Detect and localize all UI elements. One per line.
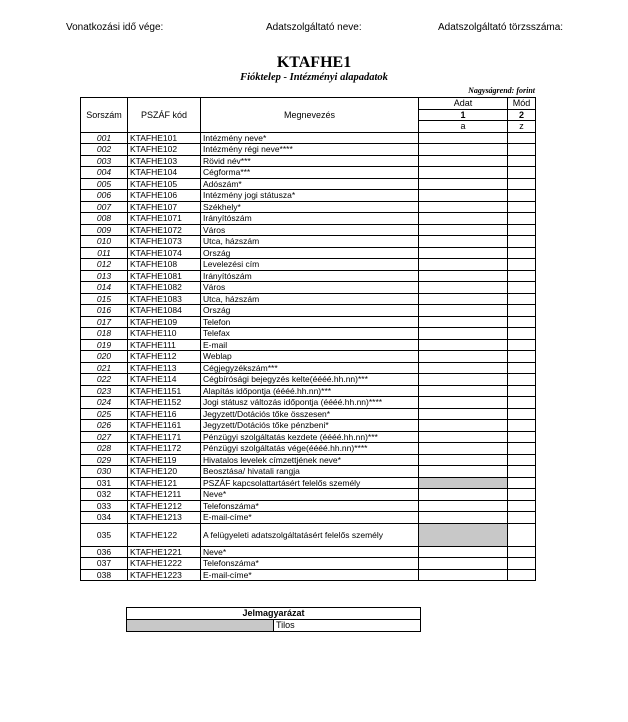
row-mode-cell[interactable]	[508, 512, 536, 524]
row-mode-cell[interactable]	[508, 362, 536, 374]
row-number: 025	[81, 408, 128, 420]
col-header-adat: Adat	[419, 98, 508, 110]
legend-swatch-forbidden	[127, 620, 274, 632]
row-data-cell[interactable]	[419, 339, 508, 351]
data-table	[80, 97, 536, 581]
row-mode-cell[interactable]	[508, 431, 536, 443]
table-row	[81, 489, 536, 501]
row-mode-cell[interactable]	[508, 443, 536, 455]
row-mode-cell[interactable]	[508, 385, 536, 397]
table-row	[81, 305, 536, 317]
row-label: Weblap	[201, 351, 419, 363]
row-data-cell[interactable]	[419, 489, 508, 501]
table-row	[81, 523, 536, 546]
row-number: 008	[81, 213, 128, 225]
row-mode-cell[interactable]	[508, 236, 536, 248]
table-row	[81, 178, 536, 190]
table-row	[81, 558, 536, 570]
row-code: KTAFHE1083	[128, 293, 201, 305]
legend-title: Jelmagyarázat	[127, 608, 421, 620]
unit-note: Nagyságrend: forint	[468, 86, 535, 95]
legend-label-forbidden: Tilos	[274, 620, 421, 632]
row-code: KTAFHE1152	[128, 397, 201, 409]
row-code: KTAFHE1151	[128, 385, 201, 397]
row-mode-cell[interactable]	[508, 420, 536, 432]
row-number: 037	[81, 558, 128, 570]
table-row	[81, 466, 536, 478]
row-mode-cell[interactable]	[508, 224, 536, 236]
row-code: KTAFHE1072	[128, 224, 201, 236]
row-number: 019	[81, 339, 128, 351]
row-data-cell[interactable]	[419, 385, 508, 397]
row-number: 009	[81, 224, 128, 236]
row-label: Neve*	[201, 546, 419, 558]
row-data-cell[interactable]	[419, 454, 508, 466]
row-code: KTAFHE1221	[128, 546, 201, 558]
row-data-cell[interactable]	[419, 374, 508, 386]
row-number: 012	[81, 259, 128, 271]
row-data-cell[interactable]	[419, 213, 508, 225]
row-data-cell[interactable]	[419, 397, 508, 409]
row-code: KTAFHE1084	[128, 305, 201, 317]
row-data-cell[interactable]	[419, 362, 508, 374]
row-mode-cell[interactable]	[508, 408, 536, 420]
row-mode-cell[interactable]	[508, 282, 536, 294]
row-code: KTAFHE106	[128, 190, 201, 202]
row-number: 020	[81, 351, 128, 363]
row-code: KTAFHE1171	[128, 431, 201, 443]
row-data-cell[interactable]	[419, 167, 508, 179]
row-mode-cell[interactable]	[508, 132, 536, 144]
row-number: 016	[81, 305, 128, 317]
row-code: KTAFHE1223	[128, 569, 201, 581]
row-data-cell[interactable]	[419, 132, 508, 144]
row-number: 011	[81, 247, 128, 259]
col-header-sorszam: Sorszám	[81, 98, 128, 133]
table-row	[81, 431, 536, 443]
row-label: Rövid név***	[201, 155, 419, 167]
row-label: Város	[201, 282, 419, 294]
table-row	[81, 293, 536, 305]
row-mode-cell[interactable]	[508, 316, 536, 328]
row-data-cell[interactable]	[419, 316, 508, 328]
row-number: 026	[81, 420, 128, 432]
row-number: 021	[81, 362, 128, 374]
table-row	[81, 477, 536, 489]
row-data-cell[interactable]	[419, 569, 508, 581]
row-code: KTAFHE122	[128, 523, 201, 546]
row-mode-cell[interactable]	[508, 167, 536, 179]
row-data-cell[interactable]	[419, 512, 508, 524]
row-mode-cell[interactable]	[508, 500, 536, 512]
row-code: KTAFHE101	[128, 132, 201, 144]
row-label: Beosztása/ hivatali rangja	[201, 466, 419, 478]
row-label: Telefax	[201, 328, 419, 340]
table-row	[81, 374, 536, 386]
row-mode-cell[interactable]	[508, 351, 536, 363]
row-number: 022	[81, 374, 128, 386]
row-data-cell[interactable]	[419, 420, 508, 432]
row-mode-cell[interactable]	[508, 477, 536, 489]
row-code: KTAFHE1071	[128, 213, 201, 225]
row-code: KTAFHE1213	[128, 512, 201, 524]
row-mode-cell[interactable]	[508, 190, 536, 202]
col-number-adat: 1	[419, 109, 508, 121]
row-label: Intézmény régi neve****	[201, 144, 419, 156]
row-number: 024	[81, 397, 128, 409]
row-label: PSZÁF kapcsolattartásért felelős személy	[201, 477, 419, 489]
row-label: Cégforma***	[201, 167, 419, 179]
row-data-cell	[419, 477, 508, 489]
row-data-cell[interactable]	[419, 351, 508, 363]
row-number: 032	[81, 489, 128, 501]
row-number: 029	[81, 454, 128, 466]
row-mode-cell[interactable]	[508, 155, 536, 167]
row-data-cell[interactable]	[419, 201, 508, 213]
row-data-cell[interactable]	[419, 500, 508, 512]
row-number: 015	[81, 293, 128, 305]
row-code: KTAFHE103	[128, 155, 201, 167]
table-row	[81, 512, 536, 524]
row-code: KTAFHE1211	[128, 489, 201, 501]
row-data-cell[interactable]	[419, 408, 508, 420]
row-code: KTAFHE1212	[128, 500, 201, 512]
row-data-cell[interactable]	[419, 155, 508, 167]
col-letter-mod: z	[508, 121, 536, 133]
row-number: 003	[81, 155, 128, 167]
row-label: Intézmény neve*	[201, 132, 419, 144]
table-row	[81, 500, 536, 512]
table-row	[81, 328, 536, 340]
row-code: KTAFHE1074	[128, 247, 201, 259]
row-data-cell[interactable]	[419, 236, 508, 248]
row-code: KTAFHE110	[128, 328, 201, 340]
row-data-cell[interactable]	[419, 328, 508, 340]
row-label: Irányítószám	[201, 213, 419, 225]
table-row	[81, 316, 536, 328]
row-number: 031	[81, 477, 128, 489]
row-label: E-mail-címe*	[201, 569, 419, 581]
row-data-cell[interactable]	[419, 293, 508, 305]
row-number: 013	[81, 270, 128, 282]
row-code: KTAFHE105	[128, 178, 201, 190]
col-number-mod: 2	[508, 109, 536, 121]
row-data-cell[interactable]	[419, 305, 508, 317]
row-code: KTAFHE112	[128, 351, 201, 363]
col-header-megnevezes: Megnevezés	[201, 98, 419, 133]
row-mode-cell[interactable]	[508, 259, 536, 271]
col-header-mod: Mód	[508, 98, 536, 110]
row-code: KTAFHE121	[128, 477, 201, 489]
row-data-cell[interactable]	[419, 431, 508, 443]
table-row	[81, 569, 536, 581]
row-label: Alapítás időpontja (éééé.hh.nn)***	[201, 385, 419, 397]
row-code: KTAFHE111	[128, 339, 201, 351]
row-code: KTAFHE114	[128, 374, 201, 386]
form-subtitle: Fióktelep - Intézményi alapadatok	[240, 72, 388, 83]
table-row	[81, 213, 536, 225]
row-mode-cell[interactable]	[508, 293, 536, 305]
row-number: 033	[81, 500, 128, 512]
table-row	[81, 443, 536, 455]
row-label: Jegyzett/Dotációs tőke összesen*	[201, 408, 419, 420]
table-row	[81, 155, 536, 167]
row-label: Telefonszáma*	[201, 500, 419, 512]
row-mode-cell[interactable]	[508, 144, 536, 156]
table-row	[81, 420, 536, 432]
row-code: KTAFHE107	[128, 201, 201, 213]
table-row	[81, 236, 536, 248]
row-mode-cell[interactable]	[508, 178, 536, 190]
row-label: Hivatalos levelek címzettjének neve*	[201, 454, 419, 466]
row-mode-cell[interactable]	[508, 546, 536, 558]
row-data-cell[interactable]	[419, 443, 508, 455]
row-code: KTAFHE119	[128, 454, 201, 466]
row-label: E-mail-címe*	[201, 512, 419, 524]
table-row	[81, 132, 536, 144]
table-row	[81, 546, 536, 558]
row-label: Levelezési cím	[201, 259, 419, 271]
table-row	[81, 351, 536, 363]
table-row	[81, 339, 536, 351]
row-data-cell[interactable]	[419, 190, 508, 202]
row-mode-cell[interactable]	[508, 454, 536, 466]
row-number: 018	[81, 328, 128, 340]
table-row	[81, 224, 536, 236]
row-label: Pénzügyi szolgáltatás kezdete (éééé.hh.nn)***	[201, 431, 419, 443]
row-code: KTAFHE1073	[128, 236, 201, 248]
header-reporter-name: Adatszolgáltató neve:	[266, 22, 362, 33]
row-code: KTAFHE109	[128, 316, 201, 328]
row-label: Ország	[201, 305, 419, 317]
row-mode-cell[interactable]	[508, 558, 536, 570]
row-label: A felügyeleti adatszolgáltatásért felelős személy	[201, 523, 419, 546]
row-number: 006	[81, 190, 128, 202]
row-number: 017	[81, 316, 128, 328]
row-data-cell[interactable]	[419, 178, 508, 190]
row-code: KTAFHE1172	[128, 443, 201, 455]
row-label: Székhely*	[201, 201, 419, 213]
table-row	[81, 282, 536, 294]
row-label: Telefonszáma*	[201, 558, 419, 570]
row-mode-cell[interactable]	[508, 397, 536, 409]
row-data-cell[interactable]	[419, 259, 508, 271]
row-data-cell	[419, 523, 508, 546]
row-number: 035	[81, 523, 128, 546]
legend-table	[126, 607, 421, 632]
row-code: KTAFHE1222	[128, 558, 201, 570]
row-mode-cell[interactable]	[508, 523, 536, 546]
row-label: Telefon	[201, 316, 419, 328]
row-number: 036	[81, 546, 128, 558]
row-data-cell[interactable]	[419, 144, 508, 156]
header-reporter-id: Adatszolgáltató törzsszáma:	[438, 22, 564, 33]
row-number: 038	[81, 569, 128, 581]
row-data-cell[interactable]	[419, 224, 508, 236]
table-row	[81, 397, 536, 409]
table-row	[81, 408, 536, 420]
row-code: KTAFHE120	[128, 466, 201, 478]
row-code: KTAFHE1161	[128, 420, 201, 432]
row-mode-cell[interactable]	[508, 247, 536, 259]
row-number: 023	[81, 385, 128, 397]
row-code: KTAFHE116	[128, 408, 201, 420]
row-number: 028	[81, 443, 128, 455]
row-data-cell[interactable]	[419, 558, 508, 570]
row-code: KTAFHE108	[128, 259, 201, 271]
row-number: 027	[81, 431, 128, 443]
row-mode-cell[interactable]	[508, 213, 536, 225]
row-mode-cell[interactable]	[508, 569, 536, 581]
row-label: Jogi státusz változás időpontja (éééé.hh.nn)****	[201, 397, 419, 409]
row-mode-cell[interactable]	[508, 201, 536, 213]
col-letter-adat: a	[419, 121, 508, 133]
row-mode-cell[interactable]	[508, 489, 536, 501]
col-header-pszaf-kod: PSZÁF kód	[128, 98, 201, 133]
row-label: Cégbírósági bejegyzés kelte(éééé.hh.nn)***	[201, 374, 419, 386]
header-reporting-period-end: Vonatkozási idő vége:	[66, 22, 164, 33]
row-mode-cell[interactable]	[508, 328, 536, 340]
row-label: Pénzügyi szolgáltatás vége(éééé.hh.nn)****	[201, 443, 419, 455]
row-label: Jegyzett/Dotációs tőke pénzbeni*	[201, 420, 419, 432]
row-number: 001	[81, 132, 128, 144]
table-row	[81, 144, 536, 156]
row-mode-cell[interactable]	[508, 270, 536, 282]
row-number: 007	[81, 201, 128, 213]
row-code: KTAFHE113	[128, 362, 201, 374]
row-number: 010	[81, 236, 128, 248]
row-label: Város	[201, 224, 419, 236]
row-data-cell[interactable]	[419, 282, 508, 294]
row-number: 004	[81, 167, 128, 179]
row-mode-cell[interactable]	[508, 466, 536, 478]
row-number: 034	[81, 512, 128, 524]
row-label: Ország	[201, 247, 419, 259]
row-label: E-mail	[201, 339, 419, 351]
row-mode-cell[interactable]	[508, 374, 536, 386]
row-data-cell[interactable]	[419, 247, 508, 259]
form-title: KTAFHE1	[276, 54, 352, 71]
row-label: Utca, házszám	[201, 293, 419, 305]
table-row	[81, 201, 536, 213]
table-row	[81, 247, 536, 259]
row-number: 030	[81, 466, 128, 478]
row-number: 005	[81, 178, 128, 190]
row-label: Irányítószám	[201, 270, 419, 282]
row-code: KTAFHE102	[128, 144, 201, 156]
row-data-cell[interactable]	[419, 466, 508, 478]
row-code: KTAFHE104	[128, 167, 201, 179]
row-number: 002	[81, 144, 128, 156]
row-data-cell[interactable]	[419, 270, 508, 282]
row-label: Cégjegyzékszám***	[201, 362, 419, 374]
row-number: 014	[81, 282, 128, 294]
row-code: KTAFHE1081	[128, 270, 201, 282]
table-row	[81, 259, 536, 271]
row-label: Adószám*	[201, 178, 419, 190]
table-row	[81, 362, 536, 374]
row-label: Intézmény jogi státusza*	[201, 190, 419, 202]
row-code: KTAFHE1082	[128, 282, 201, 294]
row-mode-cell[interactable]	[508, 339, 536, 351]
row-label: Utca, házszám	[201, 236, 419, 248]
table-row	[81, 190, 536, 202]
row-data-cell[interactable]	[419, 546, 508, 558]
table-row	[81, 270, 536, 282]
row-label: Neve*	[201, 489, 419, 501]
table-row	[81, 385, 536, 397]
table-row	[81, 454, 536, 466]
table-row	[81, 167, 536, 179]
row-mode-cell[interactable]	[508, 305, 536, 317]
